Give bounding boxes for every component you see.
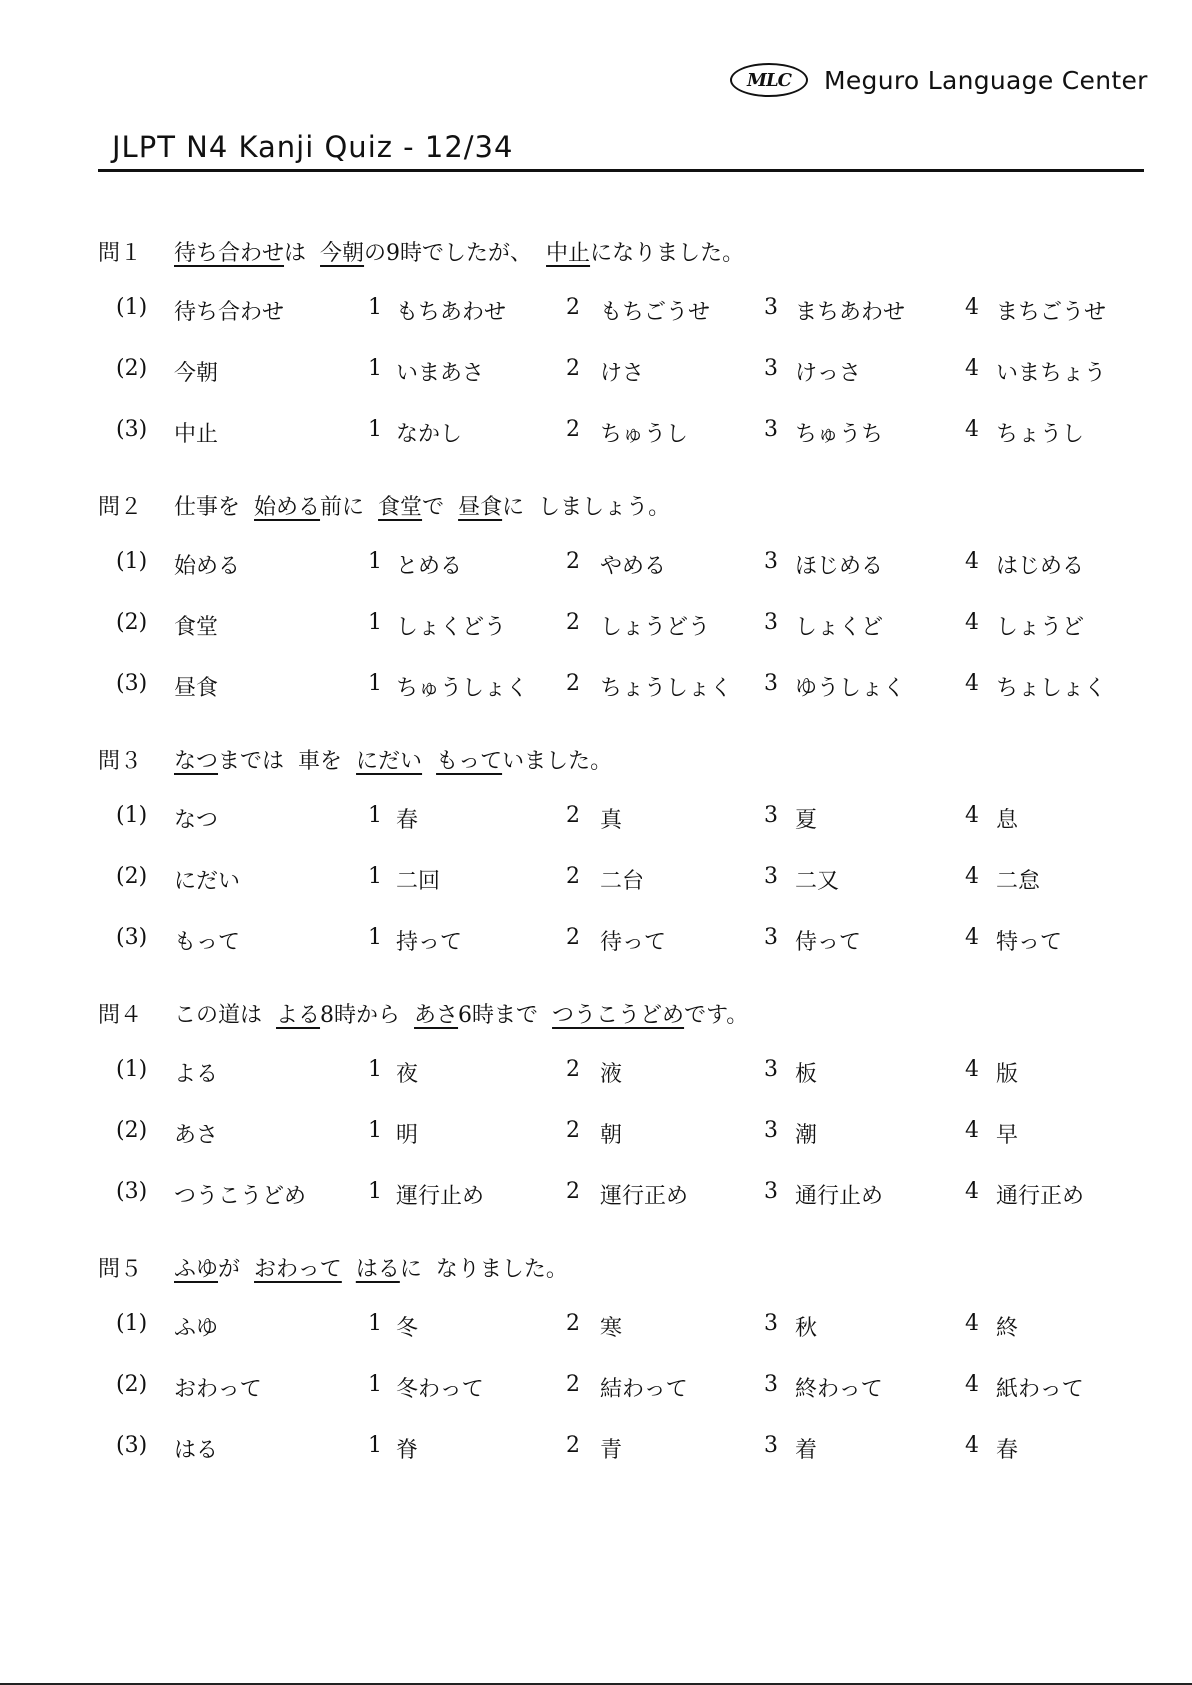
sentence-text: の9時でしたが、 [364, 240, 533, 266]
underlined-word: もって [436, 748, 503, 774]
option-number: 2 [566, 1372, 580, 1397]
answer-row [98, 864, 1148, 894]
answer-option[interactable]: 通行止め [795, 1184, 884, 1209]
option-number: 4 [965, 417, 979, 442]
answer-option[interactable]: 待って [600, 930, 667, 955]
option-number: 2 [566, 671, 580, 696]
option-number: 3 [764, 417, 778, 442]
answer-option[interactable]: 息 [996, 808, 1019, 833]
answer-option[interactable]: けさ [600, 361, 645, 386]
answer-option[interactable]: 二又 [795, 869, 840, 894]
answer-row [98, 295, 1148, 325]
answer-option[interactable]: 真 [600, 808, 623, 833]
option-number: 3 [764, 1179, 778, 1204]
item-number: (3) [116, 1179, 148, 1204]
question-number: 問１ [98, 240, 143, 266]
target-word: 昼食 [174, 676, 219, 701]
option-number: 2 [566, 417, 580, 442]
answer-option[interactable]: 春 [396, 808, 419, 833]
answer-option[interactable]: 二怠 [996, 869, 1041, 894]
answer-option[interactable]: けっさ [795, 361, 862, 386]
option-number: 2 [566, 610, 580, 635]
sentence-text: に [399, 1256, 422, 1282]
target-word: 中止 [174, 422, 219, 447]
answer-option[interactable]: 持って [396, 930, 463, 955]
target-word: 始める [174, 554, 241, 579]
target-word: 今朝 [174, 361, 219, 386]
option-number: 2 [566, 1179, 580, 1204]
option-number: 3 [764, 803, 778, 828]
option-number: 2 [566, 1311, 580, 1336]
answer-option[interactable]: なかし [396, 422, 463, 447]
target-word: にだい [174, 869, 241, 894]
sentence-text: は [284, 240, 307, 266]
item-number: (1) [116, 1057, 148, 1082]
underlined-word: おわって [254, 1256, 342, 1282]
option-number: 2 [566, 1433, 580, 1458]
answer-row [98, 1179, 1148, 1209]
title-divider [98, 169, 1144, 172]
option-number: 4 [965, 1179, 979, 1204]
answer-row [98, 1057, 1148, 1087]
option-number: 1 [368, 1372, 382, 1397]
sentence-text: が [218, 1256, 241, 1282]
target-word: 待ち合わせ [174, 300, 285, 325]
option-number: 4 [965, 295, 979, 320]
target-word: はる [174, 1438, 219, 1463]
answer-option[interactable]: 夏 [795, 808, 818, 833]
answer-option[interactable]: ちゅうしょく [396, 676, 529, 701]
question-sentence [98, 490, 670, 520]
sentence-text: なりました。 [435, 1256, 568, 1282]
option-number: 2 [566, 295, 580, 320]
item-number: (3) [116, 925, 148, 950]
target-word: つうこうどめ [174, 1184, 307, 1209]
option-number: 1 [368, 1179, 382, 1204]
target-word: よる [174, 1062, 219, 1087]
option-number: 4 [965, 1372, 979, 1397]
item-number: (1) [116, 803, 148, 828]
underlined-word: つうこうどめ [552, 1002, 685, 1028]
answer-option[interactable]: ちょしょく [996, 676, 1107, 701]
option-number: 1 [368, 549, 382, 574]
underlined-word: 今朝 [320, 240, 365, 266]
sentence-text: です。 [684, 1002, 749, 1028]
option-number: 1 [368, 1057, 382, 1082]
option-number: 3 [764, 1433, 778, 1458]
answer-row [98, 610, 1148, 640]
answer-option[interactable]: しょうどう [600, 615, 711, 640]
answer-option[interactable]: 着 [795, 1438, 818, 1463]
answer-option[interactable]: 結わって [600, 1377, 688, 1402]
option-number: 4 [965, 671, 979, 696]
answer-option[interactable]: 運行止め [396, 1184, 485, 1209]
answer-option[interactable]: いまちょう [996, 361, 1107, 386]
answer-option[interactable]: 特って [996, 930, 1063, 955]
answer-option[interactable]: 夜 [396, 1062, 419, 1087]
option-number: 4 [965, 1057, 979, 1082]
answer-option[interactable]: 紙わって [996, 1377, 1084, 1402]
answer-option[interactable]: しょくどう [396, 615, 507, 640]
question-number: 問２ [98, 494, 143, 520]
page-title: JLPT N4 Kanji Quiz - 12/34 [112, 130, 514, 164]
target-word: ふゆ [174, 1316, 219, 1341]
answer-row [98, 549, 1148, 579]
question-sentence [98, 1252, 568, 1282]
option-number: 1 [368, 1311, 382, 1336]
answer-option[interactable]: しょくど [795, 615, 884, 640]
answer-row [98, 1118, 1148, 1148]
option-number: 4 [965, 803, 979, 828]
sentence-text: 6時まで [458, 1002, 539, 1028]
option-number: 1 [368, 417, 382, 442]
option-number: 3 [764, 295, 778, 320]
option-number: 3 [764, 864, 778, 889]
answer-option[interactable]: はじめる [996, 554, 1085, 579]
answer-option[interactable]: 通行正め [996, 1184, 1085, 1209]
underlined-word: 中止 [546, 240, 591, 266]
underlined-word: なつ [174, 748, 219, 774]
item-number: (1) [116, 549, 148, 574]
option-number: 2 [566, 803, 580, 828]
answer-option[interactable]: 早 [996, 1123, 1019, 1148]
answer-option[interactable]: 二台 [600, 869, 645, 894]
answer-option[interactable]: 潮 [795, 1123, 818, 1148]
option-number: 3 [764, 1057, 778, 1082]
answer-option[interactable]: 板 [795, 1062, 818, 1087]
sentence-text: 車を [298, 748, 343, 774]
item-number: (2) [116, 864, 148, 889]
option-number: 3 [764, 925, 778, 950]
item-number: (3) [116, 1433, 148, 1458]
item-number: (2) [116, 1118, 148, 1143]
answer-option[interactable]: 青 [600, 1438, 623, 1463]
option-number: 3 [764, 1372, 778, 1397]
sentence-text: 仕事を [174, 494, 241, 520]
answer-option[interactable]: ゆうしょく [795, 676, 906, 701]
option-number: 1 [368, 1118, 382, 1143]
answer-option[interactable]: 液 [600, 1062, 623, 1087]
answer-option[interactable]: 春 [996, 1438, 1019, 1463]
target-word: なつ [174, 808, 219, 833]
option-number: 3 [764, 610, 778, 635]
target-word: 食堂 [174, 615, 219, 640]
sentence-text: になりました。 [590, 240, 745, 266]
answer-option[interactable]: しょうど [996, 615, 1085, 640]
option-number: 2 [566, 864, 580, 889]
answer-option[interactable]: 終わって [795, 1377, 883, 1402]
question-number: 問５ [98, 1256, 143, 1282]
underlined-word: 昼食 [458, 494, 503, 520]
option-number: 4 [965, 356, 979, 381]
option-number: 4 [965, 1118, 979, 1143]
underlined-word: にだい [356, 748, 423, 774]
underlined-word: ふゆ [174, 1256, 219, 1282]
mlc-logo: MLC [730, 63, 808, 97]
target-word: おわって [174, 1377, 262, 1402]
option-number: 4 [965, 1433, 979, 1458]
answer-option[interactable]: 版 [996, 1062, 1019, 1087]
answer-row [98, 671, 1148, 701]
item-number: (2) [116, 610, 148, 635]
option-number: 1 [368, 803, 382, 828]
underlined-word: よる [276, 1002, 321, 1028]
answer-row [98, 1372, 1148, 1402]
sentence-text: この道は [174, 1002, 263, 1028]
option-number: 1 [368, 925, 382, 950]
option-number: 4 [965, 549, 979, 574]
sentence-text: までは [218, 748, 285, 774]
school-name: Meguro Language Center [824, 65, 1148, 95]
answer-row [98, 803, 1148, 833]
answer-row [98, 417, 1148, 447]
sentence-text: 前に [320, 494, 365, 520]
option-number: 3 [764, 1311, 778, 1336]
question-number: 問３ [98, 748, 143, 774]
sentence-text: しましょう。 [538, 494, 671, 520]
option-number: 4 [965, 610, 979, 635]
item-number: (2) [116, 1372, 148, 1397]
answer-option[interactable]: まちごうせ [996, 300, 1107, 325]
answer-option[interactable]: もちごうせ [600, 300, 711, 325]
answer-row [98, 1433, 1148, 1463]
underlined-word: 始める [254, 494, 321, 520]
answer-option[interactable]: ちゅうち [795, 422, 884, 447]
question-sentence [98, 998, 748, 1028]
option-number: 2 [566, 549, 580, 574]
item-number: (1) [116, 1311, 148, 1336]
answer-option[interactable]: 冬わって [396, 1377, 484, 1402]
option-number: 4 [965, 1311, 979, 1336]
answer-option[interactable]: ちょうしょく [600, 676, 733, 701]
option-number: 2 [566, 1118, 580, 1143]
item-number: (2) [116, 356, 148, 381]
answer-option[interactable]: 朝 [600, 1123, 623, 1148]
answer-option[interactable]: もちあわせ [396, 300, 507, 325]
option-number: 1 [368, 356, 382, 381]
answer-option[interactable]: 侍って [795, 930, 862, 955]
sentence-text: いました。 [502, 748, 613, 774]
sentence-text: 8時から [320, 1002, 401, 1028]
answer-option[interactable]: 運行正め [600, 1184, 689, 1209]
option-number: 1 [368, 610, 382, 635]
answer-option[interactable]: ちゅうし [600, 422, 689, 447]
answer-option[interactable]: いまあさ [396, 361, 485, 386]
underlined-word: 食堂 [378, 494, 423, 520]
option-number: 1 [368, 1433, 382, 1458]
answer-option[interactable]: 冬 [396, 1316, 419, 1341]
answer-option[interactable]: 寒 [600, 1316, 623, 1341]
item-number: (1) [116, 295, 148, 320]
answer-option[interactable]: 明 [396, 1123, 419, 1148]
option-number: 1 [368, 295, 382, 320]
underlined-word: はる [355, 1256, 400, 1282]
answer-row [98, 1311, 1148, 1341]
answer-option[interactable]: とめる [396, 554, 463, 579]
option-number: 3 [764, 356, 778, 381]
option-number: 4 [965, 864, 979, 889]
answer-option[interactable]: 終 [996, 1316, 1019, 1341]
answer-option[interactable]: やめる [600, 554, 667, 579]
option-number: 3 [764, 671, 778, 696]
option-number: 4 [965, 925, 979, 950]
item-number: (3) [116, 417, 148, 442]
answer-option[interactable]: 秋 [795, 1316, 818, 1341]
question-number: 問４ [98, 1002, 143, 1028]
option-number: 1 [368, 671, 382, 696]
item-number: (3) [116, 671, 148, 696]
answer-option[interactable]: ちょうし [996, 422, 1085, 447]
answer-option[interactable]: まちあわせ [795, 300, 906, 325]
answer-option[interactable]: 二回 [396, 869, 441, 894]
answer-option[interactable]: 脊 [396, 1438, 419, 1463]
option-number: 2 [566, 1057, 580, 1082]
option-number: 1 [368, 864, 382, 889]
answer-row [98, 925, 1148, 955]
target-word: もって [174, 930, 241, 955]
target-word: あさ [174, 1123, 219, 1148]
answer-option[interactable]: ほじめる [795, 554, 884, 579]
question-sentence [98, 236, 744, 266]
answer-row [98, 356, 1148, 386]
option-number: 3 [764, 549, 778, 574]
question-sentence [98, 744, 612, 774]
option-number: 2 [566, 925, 580, 950]
underlined-word: 待ち合わせ [174, 240, 285, 266]
option-number: 3 [764, 1118, 778, 1143]
option-number: 2 [566, 356, 580, 381]
sentence-text: で [422, 494, 445, 520]
brand [730, 60, 1148, 100]
underlined-word: あさ [414, 1002, 459, 1028]
sentence-text: に [502, 494, 525, 520]
